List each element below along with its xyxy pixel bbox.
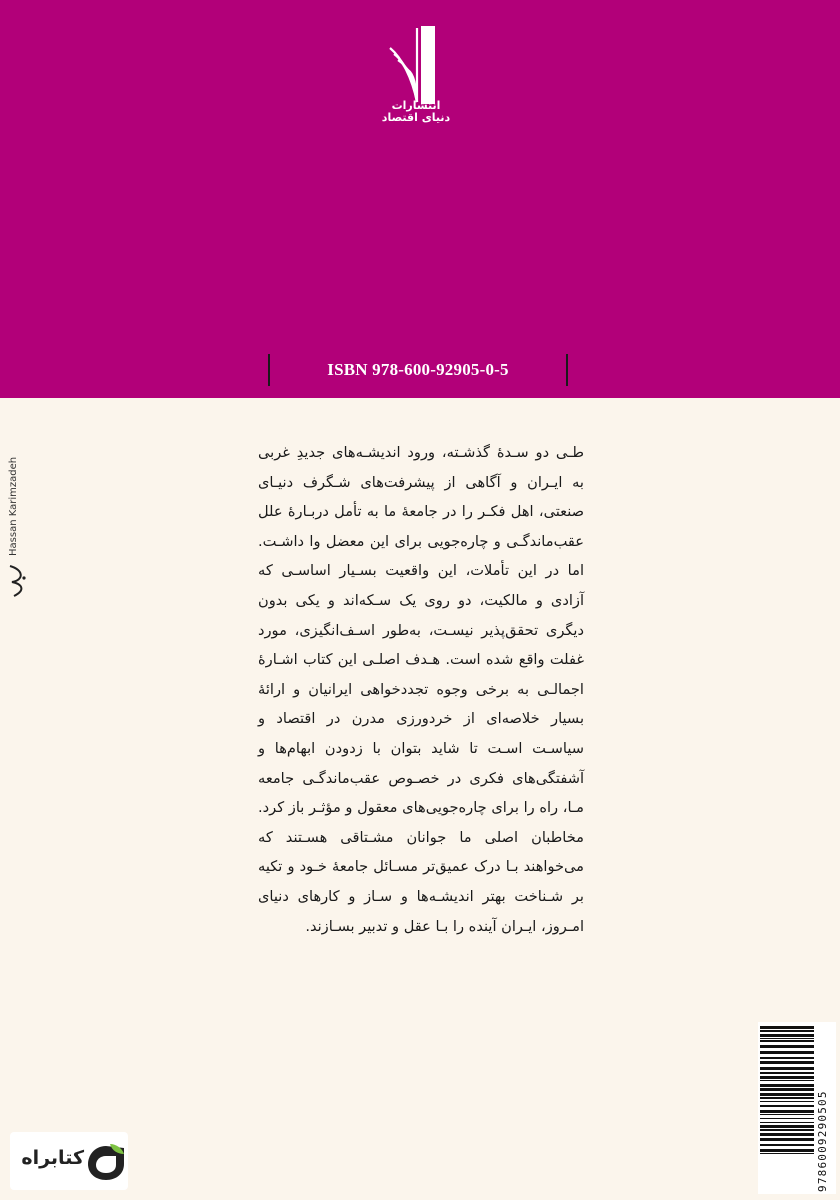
barcode-bar [760,1138,814,1141]
barcode-bar [760,1080,814,1081]
barcode-bar [760,1045,814,1048]
barcode-bar [760,1051,814,1054]
barcode-bar [760,1026,814,1029]
ketabrah-leaf-icon [86,1142,126,1182]
barcode-bar [760,1084,814,1087]
barcode-bar [760,1030,814,1032]
isbn-bar [268,354,568,386]
barcode-bar [760,1105,814,1107]
barcode-bar [760,1061,814,1064]
barcode-bar [760,1040,814,1042]
barcode-bar [760,1133,814,1136]
publisher-name-line1: انتشارات [391,99,441,112]
barcode-bar [760,1114,814,1115]
barcode-bar [760,1118,814,1119]
barcode-bar [760,1153,814,1154]
barcode-digits: 9786009290505 [816,1090,829,1192]
publisher-name-line2: دنیای اقتصاد [381,111,451,124]
barcode-bar [760,1101,814,1102]
barcode-bar [760,1122,814,1123]
publisher-name [380,100,452,124]
barcode-bar [760,1034,814,1037]
barcode-bar [760,1057,814,1059]
barcode-bar [760,1072,814,1074]
isbn-text: ISBN 978-600-92905-0-5 [327,360,509,379]
barcode-bar [760,1110,814,1113]
barcode-bar [760,1088,814,1091]
barcode-bar [760,1129,814,1131]
store-name: کتابراه [21,1147,84,1169]
barcode-bar [760,1149,814,1152]
back-cover-blurb: طـی دو سـدۀ گذشـته، ورود اندیشـه‌های جدیدِ غربی به ایـران و آگاهی از پیشرفت‌های شـگرف دنیـای صنعتی، اهل فکـر را در جامعۀ ما به تأمل دربـارۀ علل عقب‌ماندگـی و چاره‌جویی برای این معضل وا داشـت. اما در این تأملات، این واقعیت بسـیار اساسـی که آزادی و مالکیت، دو روی یک سـکه‌اند و یکی بدون دیگری تحقق‌پذیر نیسـت، به‌طور اسـف‌انگیزی، مورد غفلت واقع شده است. هـدف اصلـی این کتاب اشـارۀ اجمالـی به برخی وجوه تجددخواهی ایرانیان و ارائۀ بسیار خلاصه‌ای از خردورزی مدرن در اقتصاد و سیاسـت اسـت تا شاید بتوان با زدودن ابهام‌ها و آشفتگی‌های فکری در خصـوص عقب‌ماندگـی جامعه مـا، راه را برای چاره‌جویی‌های معقول و مؤثـر باز کرد. مخاطبان اصلی ما جوانان مشـتاقی هسـتند که می‌خواهند بـا درک عمیق‌تر مسـائل جامعۀ خـود و تکیه بر شـناخت بهتر اندیشـه‌ها و سـاز و کارهای دنیای امـروز، ایـران آینده را بـا عقل و تدبیر بسـازند. [258,444,584,935]
barcode-bar [760,1038,814,1039]
designer-credit: Hassan Karimzadeh [8,456,19,556]
barcode-bar [760,1067,814,1070]
barcode-bar [760,1076,814,1079]
designer-signature [4,560,32,600]
barcode-bar [760,1093,814,1096]
barcode-bar [760,1144,814,1146]
barcode-bar [760,1097,814,1099]
barcode-bar [760,1125,814,1128]
